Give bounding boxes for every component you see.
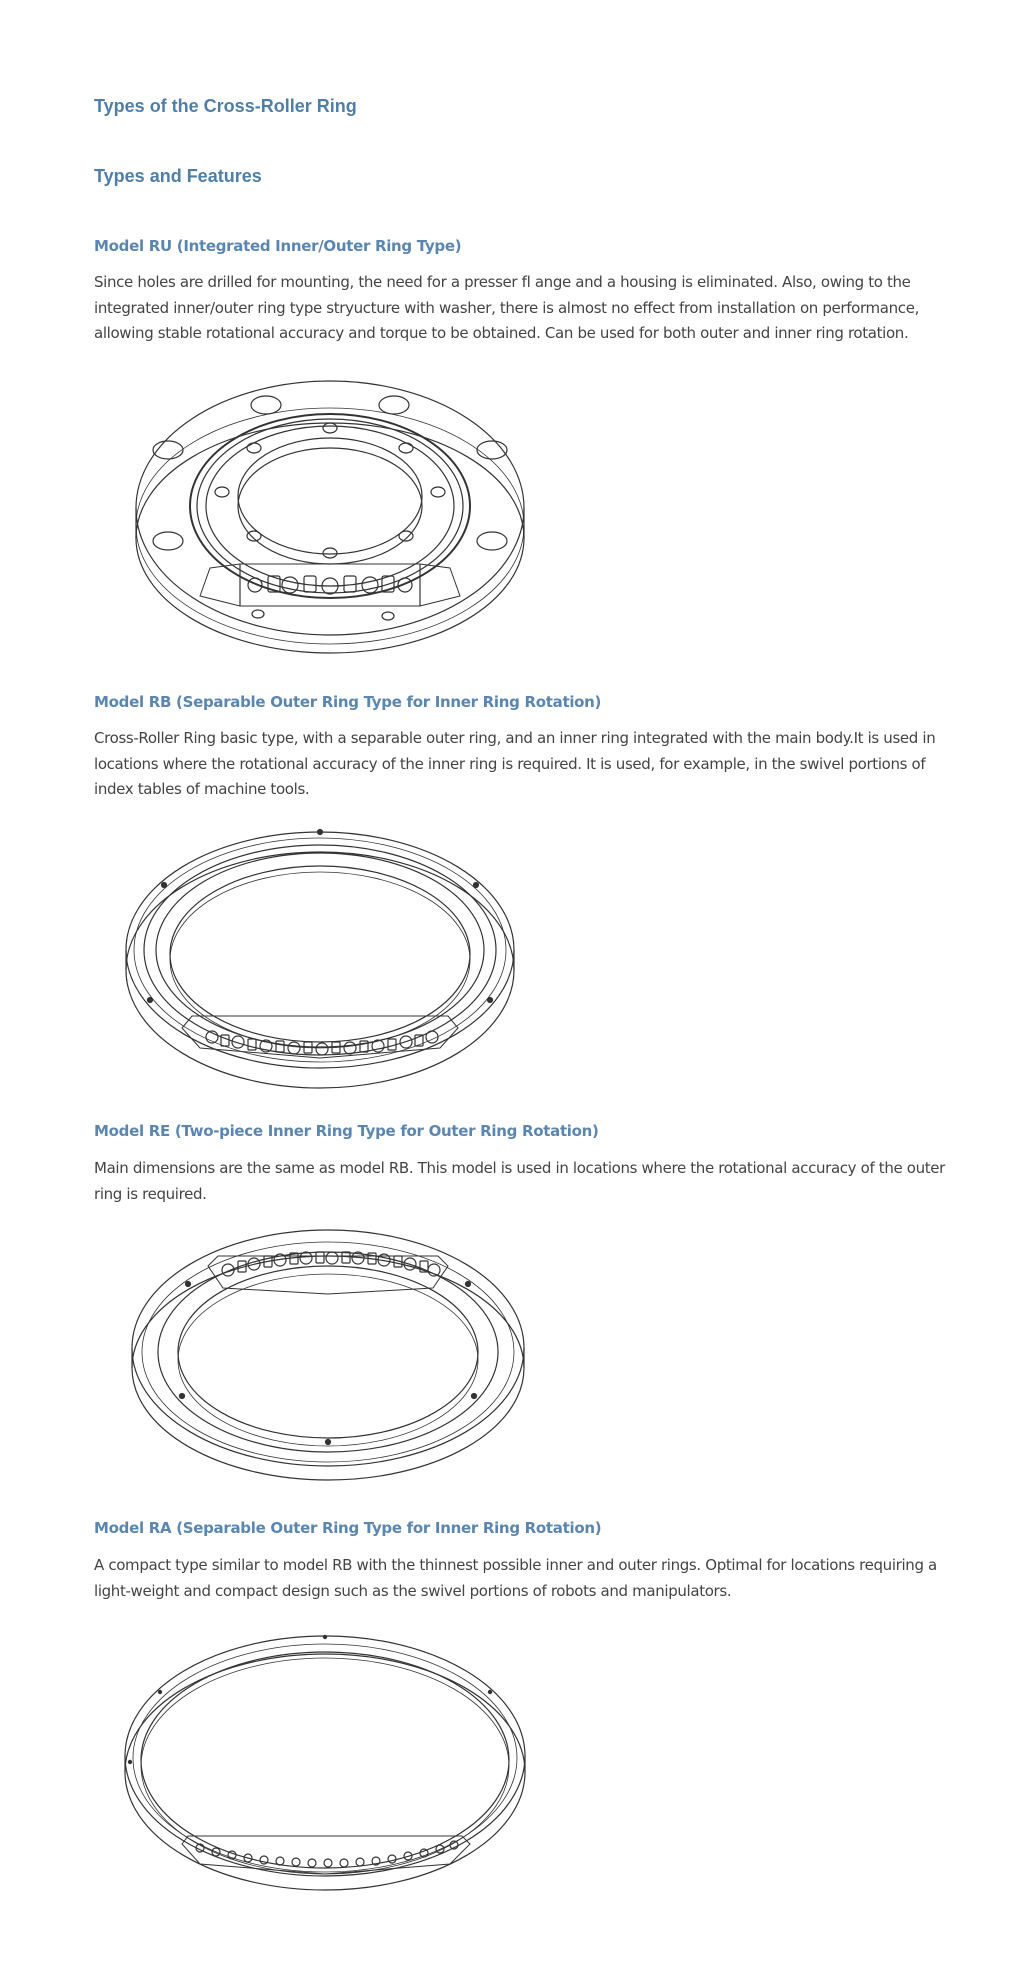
section-title: Types and Features [94,166,262,186]
model-ra-ring-drawing [120,1632,530,1907]
model-rb-heading: Model RB (Separable Outer Ring Type for Inner Ring Rotation) [94,693,602,711]
model-re-description: Main dimensions are the same as model RB. This model is used in locations where the rotational accuracy of the outer ring is required. [94,1159,946,1203]
page-title: Types of the Cross-Roller Ring [94,96,357,116]
model-ru-heading: Model RU (Integrated Inner/Outer Ring Type) [94,237,462,255]
model-rb-description: Cross-Roller Ring basic type, with a separable outer ring, and an inner ring integrated with the main body.It is used in locations where the rotational accuracy of the inner ring is required. It is used, for example, in the swivel portions of index tables of machine tools. [94,729,936,798]
model-ra-heading: Model RA (Separable Outer Ring Type for Inner Ring Rotation) [94,1519,602,1537]
model-ru-ring-drawing [130,378,530,663]
model-ru-description: Since holes are drilled for mounting, the need for a presser fl ange and a housing is eliminated. Also, owing to the integrated inner/outer ring type stryucture with washer, there is almost no effect from installation on performance, allowing stable rotational accuracy and torque to be obtained. Can be used for both outer and inner ring rotation. [94,273,919,342]
model-re-heading: Model RE (Two-piece Inner Ring Type for Outer Ring Rotation) [94,1122,599,1140]
model-ra-description: A compact type similar to model RB with the thinnest possible inner and outer rings. Optimal for locations requiring a light-weight and compact design such as the swivel portions of robots and manipulators. [94,1556,937,1600]
model-re-ring-drawing [128,1228,528,1488]
model-rb-ring-drawing [120,830,520,1100]
